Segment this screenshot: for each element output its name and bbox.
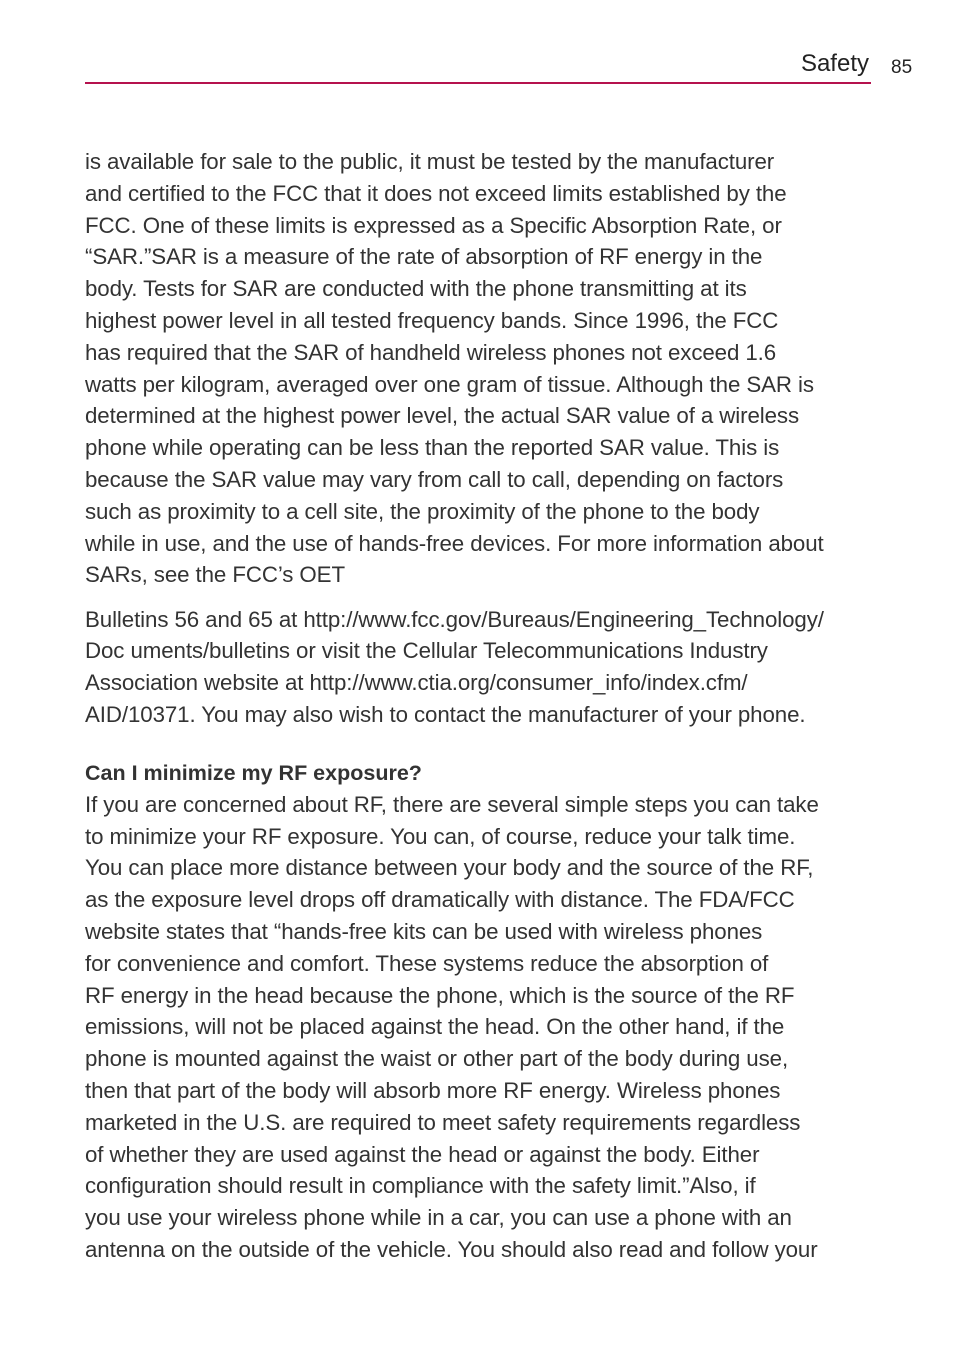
section-heading: Can I minimize my RF exposure? <box>85 760 422 785</box>
page-header <box>85 48 871 84</box>
text-line: then that part of the body will absorb more RF energy. Wireless phones <box>85 1078 781 1104</box>
text-line: antenna on the outside of the vehicle. You should also read and follow your <box>85 1237 818 1262</box>
text-line: Bulletins 56 and 65 at http://www.fcc.gov/Bureaus/Engineering_Technology/ <box>85 606 824 632</box>
text-line: of whether they are used against the head or against the body. Either <box>85 1141 760 1167</box>
page-number: 85 <box>891 57 913 78</box>
text-line: phone is mounted against the waist or other part of the body during use, <box>85 1046 789 1072</box>
text-line: for convenience and comfort. These systems reduce the absorption of <box>85 950 769 976</box>
text-line: while in use, and the use of hands-free devices. For more information about <box>85 530 824 556</box>
text-line: SARs, see the FCC’s OET <box>85 562 345 588</box>
text-line: Association website at http://www.ctia.org/consumer_info/index.cfm/ <box>85 670 748 696</box>
text-line: marketed in the U.S. are required to meet safety requirements regardless <box>85 1109 801 1135</box>
text-line: has required that the SAR of handheld wireless phones not exceed 1.6 <box>85 339 777 365</box>
text-line: because the SAR value may vary from call to call, depending on factors <box>85 466 784 492</box>
text-line: highest power level in all tested frequency bands. Since 1996, the FCC <box>85 307 779 333</box>
text-line: watts per kilogram, averaged over one gram of tissue. Although the SAR is <box>85 371 814 397</box>
text-line: RF energy in the head because the phone, which is the source of the RF <box>85 982 795 1008</box>
text-line: You can place more distance between your body and the source of the RF, <box>85 855 814 881</box>
paragraph-gap <box>85 591 875 604</box>
paragraph-minimize-exposure <box>85 789 875 1266</box>
text-line: “SAR.”SAR is a measure of the rate of absorption of RF energy in the <box>85 244 763 270</box>
text-line: website states that “hands-free kits can be used with wireless phones <box>85 919 763 945</box>
text-line: such as proximity to a cell site, the proximity of the phone to the body <box>85 498 760 524</box>
text-line: configuration should result in compliance with the safety limit.”Also, if <box>85 1173 756 1199</box>
text-line: determined at the highest power level, the actual SAR value of a wireless <box>85 403 800 429</box>
text-line: FCC. One of these limits is expressed as a Specific Absorption Rate, or <box>85 212 782 238</box>
text-line: Doc uments/bulletins or visit the Cellular Telecommunications Industry <box>85 638 768 664</box>
text-line: as the exposure level drops off dramatically with distance. The FDA/FCC <box>85 887 795 913</box>
page-content <box>85 146 875 1266</box>
text-line: to minimize your RF exposure. You can, of course, reduce your talk time. <box>85 823 796 849</box>
paragraph-sar <box>85 146 875 591</box>
text-line: emissions, will not be placed against the head. On the other hand, if the <box>85 1014 785 1040</box>
text-line: and certified to the FCC that it does not exceed limits established by the <box>85 180 787 206</box>
section-title: Safety <box>800 50 869 77</box>
text-line: AID/10371. You may also wish to contact the manufacturer of your phone. <box>85 702 806 728</box>
text-line: body. Tests for SAR are conducted with the phone transmitting at its <box>85 276 747 302</box>
text-line: If you are concerned about RF, there are several simple steps you can take <box>85 791 819 817</box>
text-line: phone while operating can be less than the reported SAR value. This is <box>85 435 780 461</box>
text-line: is available for sale to the public, it must be tested by the manufacturer <box>85 149 775 174</box>
text-line: you use your wireless phone while in a car, you can use a phone with an <box>85 1205 792 1231</box>
paragraph-bulletins <box>85 604 875 731</box>
